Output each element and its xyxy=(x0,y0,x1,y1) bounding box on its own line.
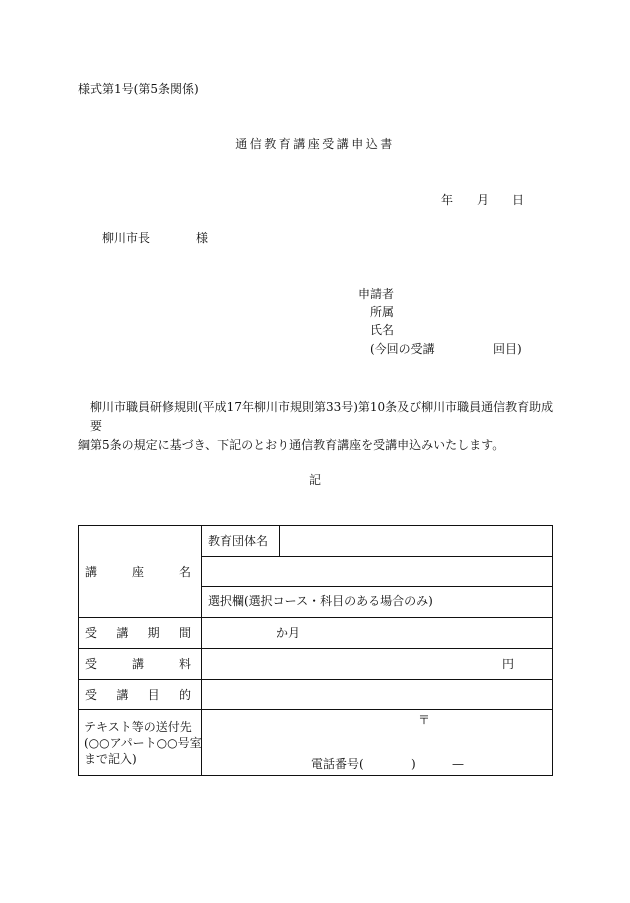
ki-heading: 記 xyxy=(308,473,321,487)
table-rule xyxy=(201,556,553,557)
table-rule xyxy=(79,679,553,680)
table-rule xyxy=(279,526,280,556)
org-name-field[interactable] xyxy=(283,534,551,550)
date-year: 年 xyxy=(441,193,454,207)
purpose-label: 受 講 目 的 xyxy=(85,688,191,702)
affiliation-label: 所属 xyxy=(370,305,395,319)
period-label: 受 講 期 間 xyxy=(85,626,191,640)
fee-field[interactable] xyxy=(203,651,493,675)
period-unit: か月 xyxy=(276,626,301,640)
document-title: 通信教育講座受講申込書 xyxy=(235,137,395,151)
body-line-2: 綱第5条の規定に基づき、下記のとおり通信教育講座を受講申込みいたします。 xyxy=(78,438,505,452)
phone-dash: — xyxy=(452,757,464,771)
form-number: 様式第1号(第5条関係) xyxy=(78,82,199,96)
fee-label: 受 講 料 xyxy=(85,657,191,671)
application-table xyxy=(78,525,553,776)
course-name-label: 講 座 名 xyxy=(85,565,191,579)
address-field[interactable] xyxy=(203,731,551,755)
table-rule xyxy=(79,709,553,710)
date-month: 月 xyxy=(477,193,490,207)
address-label: テキスト等の送付先(○○アパート○○号室まで記入) xyxy=(84,720,202,766)
phone-close: ) xyxy=(411,757,416,771)
selection-label[interactable]: 選択欄(選択コース・科目のある場合のみ) xyxy=(208,594,433,608)
date-day: 日 xyxy=(512,193,525,207)
org-name-label: 教育団体名 xyxy=(208,534,269,548)
postal-mark: 〒 xyxy=(418,713,431,727)
body-paragraph xyxy=(78,398,560,455)
table-rule xyxy=(79,617,553,618)
addressee-name: 柳川市長 xyxy=(102,231,151,245)
attendance-count-close: 回目) xyxy=(493,342,522,356)
name-label: 氏名 xyxy=(370,323,395,337)
table-rule xyxy=(79,648,553,649)
phone-label: 電話番号( xyxy=(311,757,364,771)
table-rule xyxy=(201,586,553,587)
applicant-label: 申請者 xyxy=(358,287,395,301)
purpose-field[interactable] xyxy=(203,682,551,706)
addressee-honorific: 様 xyxy=(196,231,209,245)
period-field[interactable] xyxy=(203,620,273,644)
body-line-1: 柳川市職員研修規則(平成17年柳川市規則第33号)第10条及び柳川市職員通信教育助成要 xyxy=(90,400,554,433)
attendance-count-open: (今回の受講 xyxy=(370,342,435,356)
fee-unit: 円 xyxy=(502,657,515,671)
course-name-field[interactable] xyxy=(203,559,551,583)
